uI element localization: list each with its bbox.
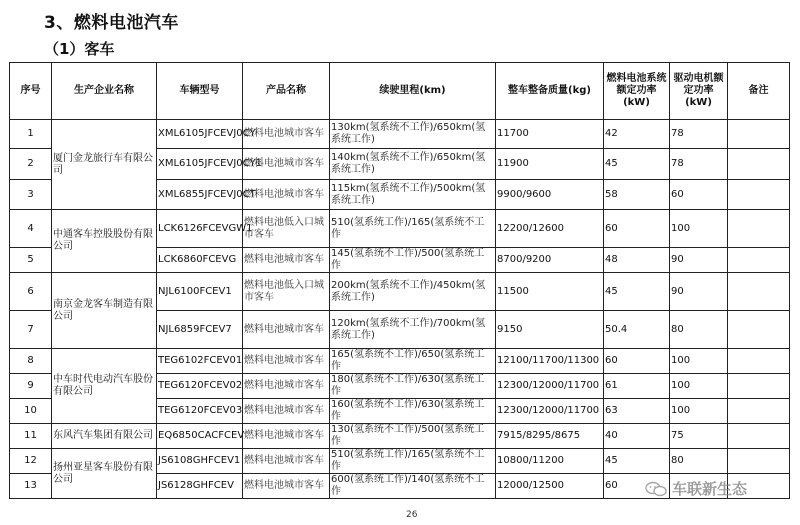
- cell-motor-power: 100: [670, 349, 728, 374]
- cell-model: TEG6102FCEV01: [157, 349, 243, 374]
- cell-model: NJL6859FCEV7: [157, 311, 243, 349]
- table-row: [10, 120, 790, 149]
- cell-motor-power: 90: [670, 273, 728, 311]
- cell-index: 5: [10, 248, 52, 273]
- cell-note: [728, 399, 790, 424]
- cell-motor-power: 100: [670, 210, 728, 248]
- cell-note: [728, 149, 790, 180]
- cell-range: 120km(氢系统不工作)/700km(氢系统工作): [330, 311, 496, 349]
- header-index: 序号: [10, 63, 52, 120]
- cell-product: 燃料电池城市客车: [243, 449, 330, 474]
- cell-index: 3: [10, 180, 52, 210]
- cell-index: 7: [10, 311, 52, 349]
- cell-fc-power: 45: [604, 449, 670, 474]
- cell-range: 140km(氢系统不工作)/650km(氢系统工作): [330, 149, 496, 180]
- cell-product: 燃料电池城市客车: [243, 374, 330, 399]
- cell-note: [728, 449, 790, 474]
- cell-product: 燃料电池低入口城市客车: [243, 210, 330, 248]
- cell-company: 中车时代电动汽车股份有限公司: [52, 349, 157, 424]
- cell-model: LCK6126FCEVGW1: [157, 210, 243, 248]
- vehicle-table: [9, 62, 790, 499]
- cell-model: XML6105JFCEVJ0CY: [157, 120, 243, 149]
- cell-product: 燃料电池城市客车: [243, 149, 330, 180]
- cell-mass: 7915/8295/8675: [496, 424, 604, 449]
- cell-fc-power: 60: [604, 474, 670, 499]
- cell-fc-power: 63: [604, 399, 670, 424]
- cell-product: 燃料电池城市客车: [243, 349, 330, 374]
- cell-fc-power: 58: [604, 180, 670, 210]
- cell-fc-power: 48: [604, 248, 670, 273]
- cell-mass: 11500: [496, 273, 604, 311]
- table-row: [10, 349, 790, 374]
- cell-range: 180(氢系统不工作)/630(氢系统工作: [330, 374, 496, 399]
- cell-fc-power: 40: [604, 424, 670, 449]
- cell-index: 1: [10, 120, 52, 149]
- table-row: [10, 273, 790, 311]
- cell-range: 145(氢系统不工作)/500(氢系统工作: [330, 248, 496, 273]
- cell-note: [728, 349, 790, 374]
- cell-model: LCK6860FCEVG: [157, 248, 243, 273]
- header-company: 生产企业名称: [52, 63, 157, 120]
- cell-motor-power: 80: [670, 311, 728, 349]
- cell-model: XML6855JFCEVJ0CT: [157, 180, 243, 210]
- cell-note: [728, 210, 790, 248]
- cell-company: 南京金龙客车制造有限公司: [52, 273, 157, 349]
- wechat-icon: [645, 481, 667, 497]
- cell-motor-power: 90: [670, 248, 728, 273]
- cell-motor-power: 100: [670, 374, 728, 399]
- cell-product: 燃料电池城市客车: [243, 474, 330, 499]
- cell-company: 东风汽车集团有限公司: [52, 424, 157, 449]
- cell-motor-power: 60: [670, 180, 728, 210]
- cell-range: 160(氢系统不工作)/630(氢系统工作: [330, 399, 496, 424]
- cell-company: 中通客车控股股份有限公司: [52, 210, 157, 273]
- cell-mass: 12000/12500: [496, 474, 604, 499]
- cell-mass: 8700/9200: [496, 248, 604, 273]
- sub-title: （1）客车: [44, 40, 115, 58]
- cell-product: 燃料电池城市客车: [243, 424, 330, 449]
- cell-mass: 10800/11200: [496, 449, 604, 474]
- cell-mass: 9900/9600: [496, 180, 604, 210]
- cell-mass: 12300/12000/11700: [496, 399, 604, 424]
- section-title: 3、燃料电池汽车: [44, 13, 179, 33]
- cell-fc-power: 42: [604, 120, 670, 149]
- cell-index: 6: [10, 273, 52, 311]
- cell-note: [728, 311, 790, 349]
- cell-product: 燃料电池城市客车: [243, 120, 330, 149]
- header-note: 备注: [728, 63, 790, 120]
- cell-index: 10: [10, 399, 52, 424]
- header-mass: 整车整备质量(kg): [496, 63, 604, 120]
- cell-index: 4: [10, 210, 52, 248]
- watermark: [645, 478, 747, 499]
- cell-note: [728, 180, 790, 210]
- cell-mass: 9150: [496, 311, 604, 349]
- page-number: 26: [406, 510, 418, 520]
- watermark-text: 车联新生态: [672, 480, 748, 498]
- cell-note: [728, 374, 790, 399]
- cell-product: 燃料电池低入口城市客车: [243, 273, 330, 311]
- cell-range: 600(氢系统工作)/140(氢系统不工作: [330, 474, 496, 499]
- cell-range: 130(氢系统不工作)/500(氢系统工作: [330, 424, 496, 449]
- cell-index: 11: [10, 424, 52, 449]
- cell-mass: 12100/11700/11300: [496, 349, 604, 374]
- table-row: [10, 449, 790, 474]
- header-motor-power: 驱动电机额定功率(kW): [670, 63, 728, 120]
- cell-note: [728, 248, 790, 273]
- cell-fc-power: 60: [604, 210, 670, 248]
- cell-product: 燃料电池城市客车: [243, 248, 330, 273]
- cell-mass: 12200/12600: [496, 210, 604, 248]
- cell-fc-power: 45: [604, 273, 670, 311]
- cell-fc-power: 60: [604, 349, 670, 374]
- cell-product: 燃料电池城市客车: [243, 399, 330, 424]
- cell-index: 8: [10, 349, 52, 374]
- header-product: 产品名称: [243, 63, 330, 120]
- cell-mass: 11700: [496, 120, 604, 149]
- header-fc-power: 燃料电池系统额定功率(kW): [604, 63, 670, 120]
- table-row: [10, 424, 790, 449]
- cell-range: 200km(氢系统不工作)/450km(氢系统工作): [330, 273, 496, 311]
- cell-fc-power: 61: [604, 374, 670, 399]
- cell-index: 2: [10, 149, 52, 180]
- cell-mass: 12300/12000/11700: [496, 374, 604, 399]
- cell-index: 12: [10, 449, 52, 474]
- cell-range: 510(氢系统工作)/165(氢系统不工作: [330, 210, 496, 248]
- cell-index: 13: [10, 474, 52, 499]
- cell-motor-power: 100: [670, 399, 728, 424]
- cell-fc-power: 50.4: [604, 311, 670, 349]
- header-row: [10, 63, 790, 120]
- cell-model: NJL6100FCEV1: [157, 273, 243, 311]
- cell-motor-power: 78: [670, 149, 728, 180]
- cell-model: JS6108GHFCEV1: [157, 449, 243, 474]
- cell-note: [728, 120, 790, 149]
- cell-range: 510(氢系统工作)/165(氢系统不工作: [330, 449, 496, 474]
- cell-product: 燃料电池城市客车: [243, 180, 330, 210]
- cell-range: 165(氢系统不工作)/650(氢系统工作: [330, 349, 496, 374]
- cell-model: TEG6120FCEV02: [157, 374, 243, 399]
- cell-note: [728, 424, 790, 449]
- cell-index: 9: [10, 374, 52, 399]
- cell-model: XML6105JFCEVJ0CY1: [157, 149, 243, 180]
- cell-range: 115km(氢系统不工作)/500km(氢系统工作): [330, 180, 496, 210]
- cell-motor-power: 78: [670, 120, 728, 149]
- table-row: [10, 210, 790, 248]
- header-range: 续驶里程(km): [330, 63, 496, 120]
- cell-motor-power: 80: [670, 449, 728, 474]
- cell-product: 燃料电池城市客车: [243, 311, 330, 349]
- cell-model: JS6128GHFCEV: [157, 474, 243, 499]
- cell-model: TEG6120FCEV03: [157, 399, 243, 424]
- cell-fc-power: 45: [604, 149, 670, 180]
- cell-model: EQ6850CACFCEV: [157, 424, 243, 449]
- cell-range: 130km(氢系统不工作)/650km(氢系统工作): [330, 120, 496, 149]
- cell-motor-power: 75: [670, 424, 728, 449]
- cell-mass: 11900: [496, 149, 604, 180]
- cell-company: 厦门金龙旅行车有限公司: [52, 120, 157, 210]
- cell-company: 扬州亚星客车股份有限公司: [52, 449, 157, 499]
- cell-note: [728, 273, 790, 311]
- header-model: 车辆型号: [157, 63, 243, 120]
